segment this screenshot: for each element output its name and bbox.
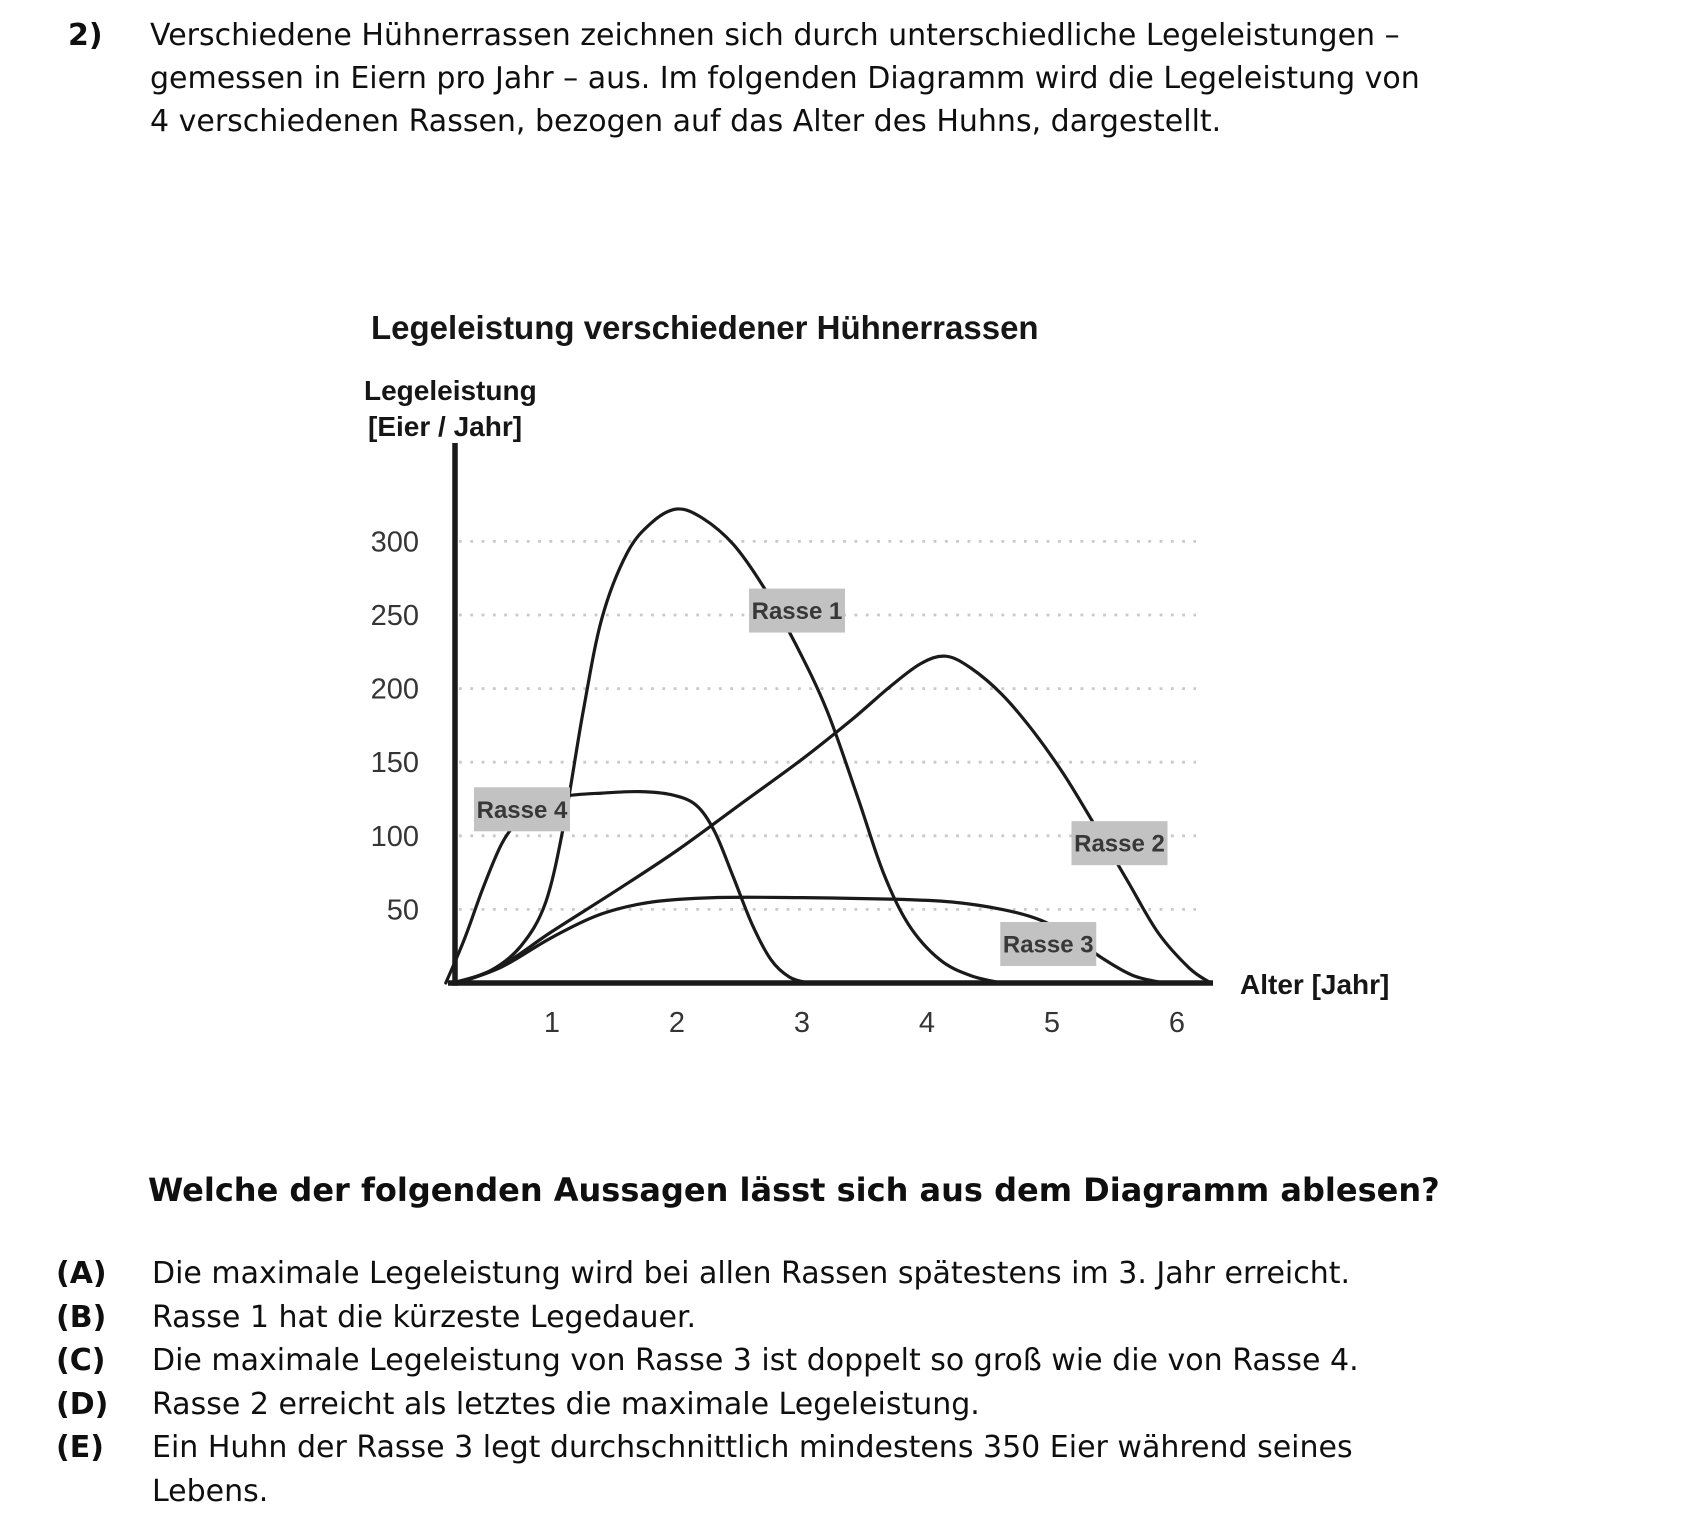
text-line: Lebens. xyxy=(152,1473,269,1509)
x-tick-label-1: 1 xyxy=(543,1007,561,1039)
option-letter: (B) xyxy=(56,1299,107,1335)
y-tick-label-300: 300 xyxy=(370,526,419,559)
series-label-rasse-4: Rasse 4 xyxy=(476,796,568,824)
x-tick-label-2: 2 xyxy=(668,1007,686,1039)
y-tick-label-50: 50 xyxy=(386,894,419,927)
option-text xyxy=(152,1426,1353,1513)
option-row-e[interactable] xyxy=(56,1426,1359,1513)
text-line: Ein Huhn der Rasse 3 legt durchschnittlich mindestens 350 Eier während seines xyxy=(152,1430,1353,1465)
text-line: Rasse 2 erreicht als letztes die maximale Legeleistung. xyxy=(152,1386,980,1422)
option-text xyxy=(152,1252,1350,1296)
x-tick-label-5: 5 xyxy=(1043,1007,1061,1039)
series-label-rasse-2: Rasse 2 xyxy=(1074,830,1165,858)
option-letter: (A) xyxy=(56,1256,107,1291)
series-curve-rasse-2 xyxy=(458,656,1211,983)
option-row-c[interactable] xyxy=(56,1339,1359,1383)
option-text xyxy=(152,1296,696,1340)
x-tick-label-6: 6 xyxy=(1168,1007,1186,1039)
option-letter: (C) xyxy=(56,1343,106,1378)
y-tick-label-150: 150 xyxy=(370,747,419,780)
text-line: Die maximale Legeleistung von Rasse 3 ist doppelt so groß wie die von Rasse 4. xyxy=(152,1343,1359,1378)
options-list xyxy=(56,1252,1359,1513)
text-line: Verschiedene Hühnerrassen zeichnen sich durch unterschiedliche Legeleistungen – xyxy=(150,18,1400,53)
option-letter: (D) xyxy=(56,1386,109,1422)
y-axis-label-line1: Legeleistung xyxy=(364,375,537,406)
question-number: 2) xyxy=(68,18,103,53)
y-tick-label-250: 250 xyxy=(370,600,419,632)
text-line: gemessen in Eiern pro Jahr – aus. Im folgenden Diagramm wird die Legeleistung von xyxy=(150,61,1420,96)
text-line: 4 verschiedenen Rassen, bezogen auf das Alter des Huhns, dargestellt. xyxy=(150,104,1222,139)
text-line: Rasse 1 hat die kürzeste Legedauer. xyxy=(152,1299,697,1335)
x-axis-label: Alter [Jahr] xyxy=(1240,969,1390,1000)
option-text xyxy=(152,1339,1359,1383)
series-curve-rasse-1 xyxy=(452,509,1002,983)
option-row-d[interactable] xyxy=(56,1383,1359,1427)
y-tick-label-200: 200 xyxy=(370,673,419,706)
option-row-b[interactable] xyxy=(56,1296,1359,1340)
y-axis-label-line2: [Eier / Jahr] xyxy=(368,411,523,442)
prompt-question: Welche der folgenden Aussagen lässt sich aus dem Diagramm ablesen? xyxy=(148,1171,1440,1209)
chart-plot-area xyxy=(371,443,1213,1039)
x-tick-label-4: 4 xyxy=(918,1007,936,1039)
y-tick-label-100: 100 xyxy=(370,820,419,853)
option-row-a[interactable] xyxy=(56,1252,1359,1296)
option-text xyxy=(152,1383,980,1427)
option-letter: (E) xyxy=(56,1430,104,1465)
series-label-rasse-1: Rasse 1 xyxy=(751,598,843,626)
series-label-rasse-3: Rasse 3 xyxy=(1002,931,1094,959)
text-line: Die maximale Legeleistung wird bei allen Rassen spätestens im 3. Jahr erreicht. xyxy=(152,1256,1351,1291)
x-tick-label-3: 3 xyxy=(793,1007,811,1039)
chart-title: Legeleistung verschiedener Hühnerrassen xyxy=(371,309,1039,346)
